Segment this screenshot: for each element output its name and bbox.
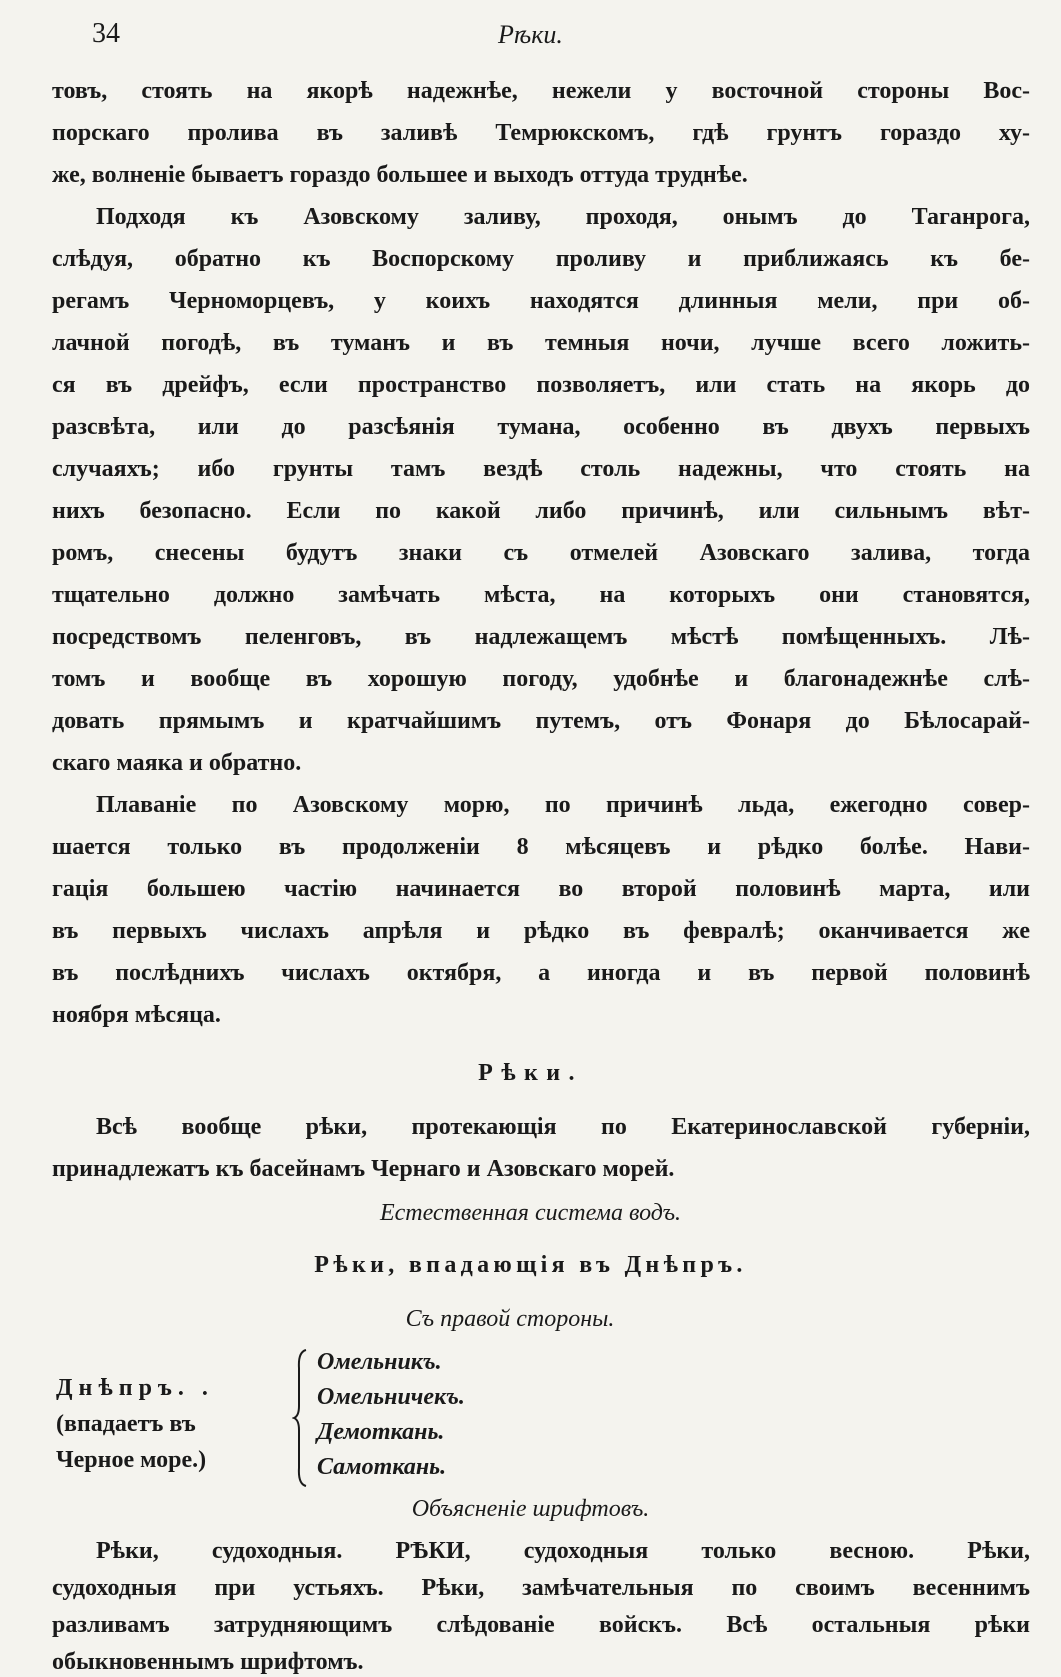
fonts-heading: Объясненіе шрифтовъ. bbox=[411, 1496, 650, 1522]
text-line: Всѣ вообще рѣки, протекающія по Екатеринославской губерніи, bbox=[96, 1114, 1030, 1140]
river-name: Днѣпръ. . bbox=[56, 1375, 214, 1401]
text-line: шается только въ продолженіи 8 мѣсяцевъ и рѣдко болѣе. Нави- bbox=[52, 834, 1030, 860]
text-line: ромъ, снесены будутъ знаки съ отмелей Азовскаго залива, тогда bbox=[52, 540, 1030, 566]
text-line: порскаго пролива въ заливѣ Темрюкскомъ, гдѣ грунтъ гораздо ху- bbox=[52, 120, 1030, 146]
river-note-line: Черное море.) bbox=[56, 1447, 207, 1473]
text-line: Подходя къ Азовскому заливу, проходя, онымъ до Таганрога, bbox=[96, 204, 1030, 230]
dnieper-heading: Рѣки, впадающія въ Днѣпръ. bbox=[314, 1252, 747, 1278]
text-line: ноября мѣсяца. bbox=[52, 1002, 221, 1028]
brace-icon bbox=[292, 1348, 310, 1488]
text-line: довать прямымъ и кратчайшимъ путемъ, отъ Фонаря до Бѣлосарай- bbox=[52, 708, 1030, 734]
text-line: въ послѣднихъ числахъ октября, а иногда и въ первой половинѣ bbox=[52, 960, 1030, 986]
text-line: слѣдуя, обратно къ Воспорскому проливу и приближаясь къ бе- bbox=[52, 246, 1030, 272]
system-heading: Естественная система водъ. bbox=[379, 1200, 682, 1226]
text-line: нихъ безопасно. Если по какой либо причинѣ, или сильнымъ вѣт- bbox=[52, 498, 1030, 524]
text-line: судоходныя при устьяхъ. Рѣки, замѣчательныя по своимъ весеннимъ bbox=[52, 1575, 1030, 1601]
text-line: въ первыхъ числахъ апрѣля и рѣдко въ февралѣ; оканчивается же bbox=[52, 918, 1030, 944]
text-line: лачной погодѣ, въ туманъ и въ темныя ночи, лучше всего ложить- bbox=[52, 330, 1030, 356]
text-line: скаго маяка и обратно. bbox=[52, 750, 302, 776]
text-line: случаяхъ; ибо грунты тамъ вездѣ столь надежны, что стоять на bbox=[52, 456, 1030, 482]
page-header bbox=[0, 18, 1061, 68]
text-line: тщательно должно замѣчать мѣста, на которыхъ они становятся, bbox=[52, 582, 1030, 608]
text-line: Плаваніе по Азовскому морю, по причинѣ льда, ежегодно совер- bbox=[96, 792, 1030, 818]
river-name-block bbox=[56, 1370, 286, 1478]
section-title: Рѣки. bbox=[478, 1060, 583, 1086]
text-line: гація большею частію начинается во второй половинѣ марта, или bbox=[52, 876, 1030, 902]
tributary-item: Демоткань. bbox=[317, 1419, 445, 1445]
text-line: разсвѣта, или до разсѣянія тумана, особенно въ двухъ первыхъ bbox=[52, 414, 1030, 440]
tributary-item: Омельничекъ. bbox=[317, 1384, 465, 1410]
river-note-line: (впадаетъ въ bbox=[56, 1411, 196, 1437]
tributary-list bbox=[317, 1345, 465, 1485]
text-line: посредствомъ пеленговъ, въ надлежащемъ мѣстѣ помѣщенныхъ. Лѣ- bbox=[52, 624, 1030, 650]
text-line: товъ, стоять на якорѣ надежнѣе, нежели у восточной стороны Вос- bbox=[52, 78, 1030, 104]
river-table bbox=[52, 1340, 552, 1490]
text-line: томъ и вообще въ хорошую погоду, удобнѣе и благонадежнѣе слѣ- bbox=[52, 666, 1030, 692]
text-line: принадлежатъ къ басейнамъ Чернаго и Азовскаго морей. bbox=[52, 1156, 675, 1182]
text-line: регамъ Черноморцевъ, у коихъ находятся длинныя мели, при об- bbox=[52, 288, 1030, 314]
right-side-heading: Съ правой стороны. bbox=[405, 1306, 615, 1332]
text-line: же, волненіе бываетъ гораздо большее и выходъ оттуда труднѣе. bbox=[52, 162, 748, 188]
running-title: Рѣки. bbox=[498, 20, 563, 49]
text-line: ся въ дрейфъ, если пространство позволяетъ, или стать на якорь до bbox=[52, 372, 1030, 398]
text-line: разливамъ затрудняющимъ слѣдованіе войскъ. Всѣ остальныя рѣки bbox=[52, 1612, 1030, 1638]
text-line: обыкновеннымъ шрифтомъ. bbox=[52, 1649, 364, 1675]
tributary-item: Омельникъ. bbox=[317, 1349, 442, 1375]
page-number: 34 bbox=[92, 18, 120, 49]
tributary-item: Самоткань. bbox=[317, 1454, 447, 1480]
text-line: Рѣки, судоходныя. РѢКИ, судоходныя только весною. Рѣки, bbox=[96, 1538, 1030, 1564]
